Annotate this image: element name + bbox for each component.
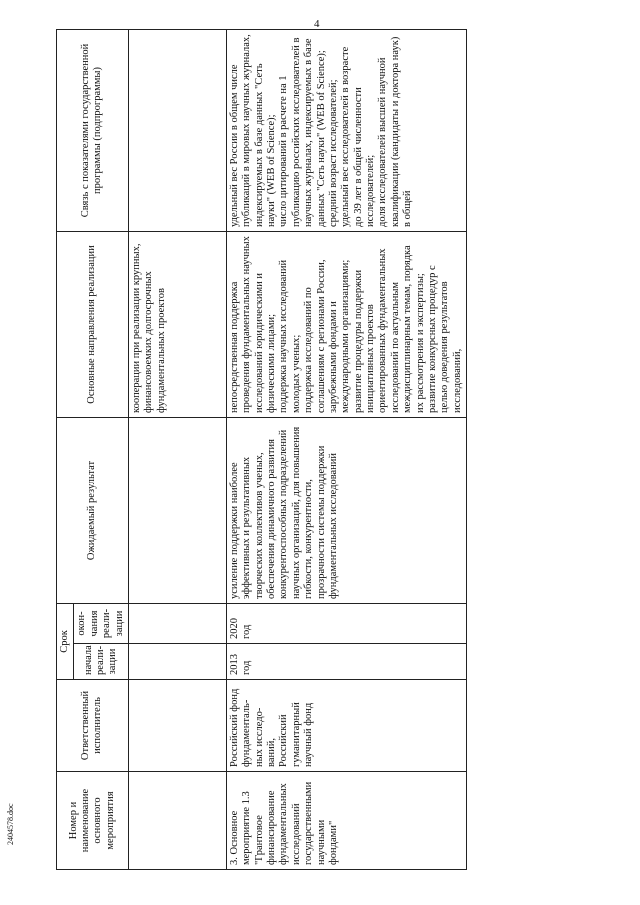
header-row-1 xyxy=(57,29,74,869)
page-number: 4 xyxy=(314,18,320,30)
row-directions: непосредственная поддержка проведения фундаментальных научных исследований юридическими и физическими лицами; поддержка научных исследований молодых ученых; поддержка исследований по соглашениям с регионами России, зарубежными фондами и международными организациями; развитие процедуры поддержки инициативных проектов ориентированных фундаментальных исследований по актуальным междисциплинарным темам, порядка их рассмотрения и экспертизы; развитие конкурсных процедур с целью доведения результатов исследований, xyxy=(226,231,466,417)
continuation-directions: кооперации при реализации крупных, финансовоемких долгосрочных фундаментальных проектов xyxy=(128,231,226,417)
row-expected-result: усиление поддержки наиболее эффективных и результативных творческих коллективов ученых, обеспечения динамичного развития конкурентоспособных подразделений научных организаций, для повышения гибкости, конкурентности, прозрачности системы поддержки фундаментальных исследований xyxy=(226,417,466,603)
header-responsible: Ответственный исполнитель xyxy=(57,680,129,772)
header-term-end: окон-чания реали-зации xyxy=(74,603,129,643)
header-directions: Основные направления реализации xyxy=(57,231,129,417)
row-number: 3. xyxy=(228,857,240,865)
header-expected-result: Ожидаемый результат xyxy=(57,417,129,603)
activities-table-sheet xyxy=(56,30,590,870)
row-indicators: удельный вес России в общем числе публикаций в мировых научных журналах, индексируемых в базе данных "Сеть науки" (WEB of Science); число цитирований в расчете на 1 публикацию российских исследователей в научных журналах, индексируемых в базе данных "Сеть науки" (WEB of Science); средний возраст исследователей; удельный вес исследователей в возрасте до 39 лет в общей численности исследователей; доля исследователей высшей научной квалификации (кандидаты и доктора наук) в общей xyxy=(226,29,466,231)
row-number-name xyxy=(226,772,466,870)
header-term: Срок xyxy=(57,603,74,679)
table-row xyxy=(226,29,466,869)
row-responsible: Российский фонд фундаменталь-ных исследо-ваний, Российский гуманитарный научный фонд xyxy=(226,680,466,772)
footer-document-code: 2404578.doc xyxy=(6,803,15,845)
row-name: Основное мероприятие 1.3 "Грантовое финансирование фундаментальных исследований государственными научными фондами" xyxy=(228,781,339,865)
row-end: 2020 год xyxy=(226,603,466,643)
continuation-row xyxy=(128,29,226,869)
header-indicators: Связь с показателями государственной программы (подпрограммы) xyxy=(57,29,129,231)
header-term-start: начала реали-зации xyxy=(74,644,129,680)
header-number-name: Номер и наименование основного мероприятия xyxy=(57,772,129,870)
row-start: 2013 год xyxy=(226,644,466,680)
activities-table xyxy=(56,29,467,870)
